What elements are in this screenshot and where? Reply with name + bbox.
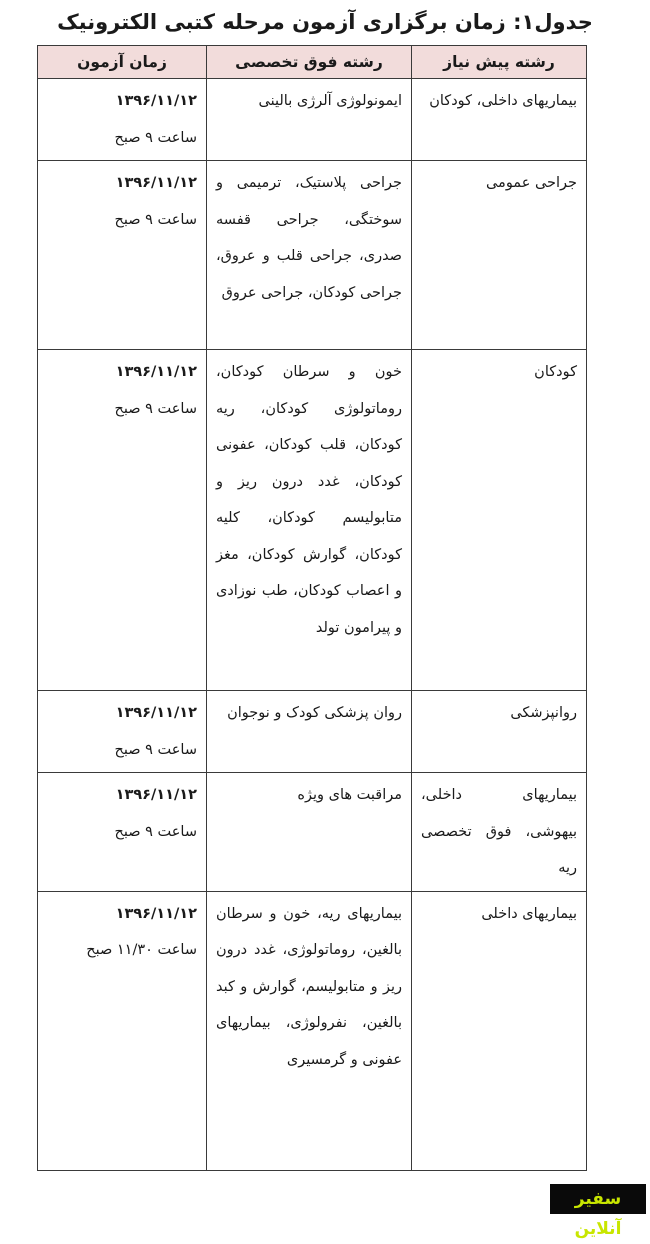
exam-schedule-table (37, 45, 587, 1171)
exam-hour: ساعت ۹ صبح (114, 741, 197, 758)
subspecialty-cell: خون و سرطان کودکان، روماتولوژی کودکان، ریه کودکان، قلب کودکان، عفونی کودکان، غدد درون ریز و متابولیسم کودکان، کلیه کودکان، گوارش کودکان، مغز و اعصاب کودکان، طب نوزادی و پیرامون تولد (207, 350, 412, 691)
exam-date: ۱۳۹۶/۱۱/۱۲ (115, 905, 197, 922)
subspecialty-cell: روان پزشکی کودک و نوجوان (207, 691, 412, 773)
table-title: جدول۱: زمان برگزاری آزمون مرحله کتبی الکترونیک (57, 10, 593, 34)
prerequisite-cell: بیماریهای داخلی، بیهوشی، فوق تخصصی ریه (412, 773, 587, 892)
prerequisite-cell: بیماریهای داخلی (412, 891, 587, 1170)
exam-date: ۱۳۹۶/۱۱/۱۲ (115, 93, 197, 109)
time-cell (38, 891, 207, 1170)
exam-date: ۱۳۹۶/۱۱/۱۲ (115, 787, 197, 803)
exam-hour: ساعت ۱۱/۳۰ صبح (86, 942, 197, 958)
exam-date: ۱۳۹۶/۱۱/۱۲ (115, 705, 197, 721)
exam-hour: ساعت ۹ صبح (114, 400, 197, 417)
prerequisite-cell: کودکان (412, 350, 587, 691)
header-subspecialty: رشته فوق تخصصی (207, 46, 412, 79)
table-row (38, 773, 587, 892)
prerequisite-cell: روانپزشکی (412, 691, 587, 773)
subspecialty-cell: جراحی پلاستیک، ترمیمی و سوختگی، جراحی قفسه صدری، جراحی قلب و عروق، جراحی کودکان، جراحی عروق (207, 161, 412, 350)
header-time: زمان آزمون (38, 46, 207, 79)
site-logo: سفیر آنلاین (550, 1184, 646, 1214)
exam-date: ۱۳۹۶/۱۱/۱۲ (115, 175, 197, 191)
time-cell (38, 79, 207, 161)
subspecialty-cell: مراقبت های ویژه (207, 773, 412, 892)
table-row (38, 691, 587, 773)
time-cell (38, 161, 207, 350)
table-row (38, 350, 587, 691)
exam-hour: ساعت ۹ صبح (114, 823, 197, 840)
exam-hour: ساعت ۹ صبح (114, 211, 197, 228)
prerequisite-cell: بیماریهای داخلی، کودکان (412, 79, 587, 161)
table-row (38, 161, 587, 350)
time-cell (38, 691, 207, 773)
table-row (38, 79, 587, 161)
header-row (38, 46, 587, 79)
exam-date: ۱۳۹۶/۱۱/۱۲ (115, 364, 197, 380)
header-prerequisite: رشته پیش نیاز (412, 46, 587, 79)
exam-hour: ساعت ۹ صبح (114, 129, 197, 146)
time-cell (38, 773, 207, 892)
subspecialty-cell: بیماریهای ریه، خون و سرطان بالغین، روماتولوژی، غدد درون ریز و متابولیسم، گوارش و کبد بالغین، نفرولوژی، بیماریهای عفونی و گرمسیری (207, 891, 412, 1170)
prerequisite-cell: جراحی عمومی (412, 161, 587, 350)
subspecialty-cell: ایمونولوژی آلرژی بالینی (207, 79, 412, 161)
time-cell (38, 350, 207, 691)
table-row (38, 891, 587, 1170)
